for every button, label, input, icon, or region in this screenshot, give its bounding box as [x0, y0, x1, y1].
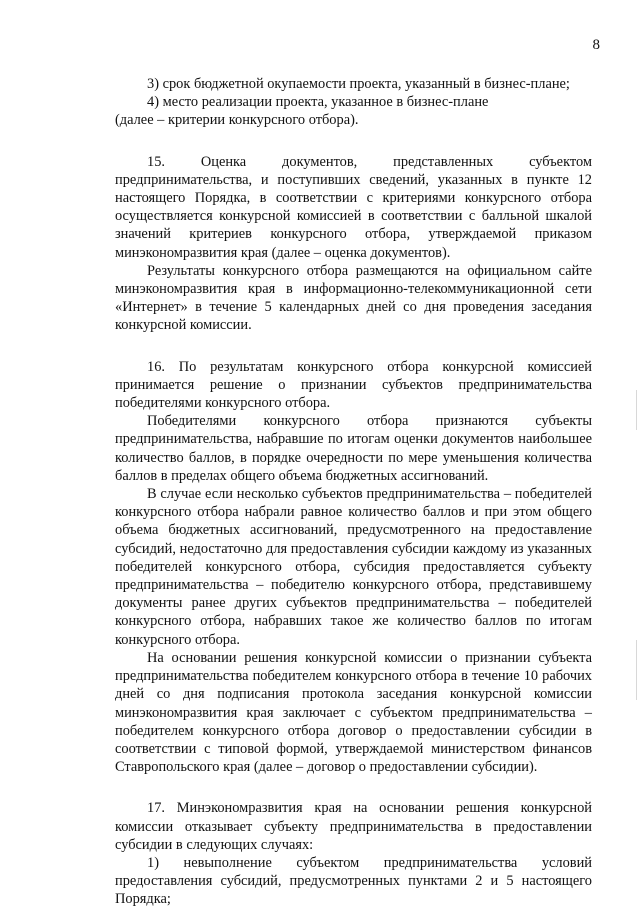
criteria-definition: (далее – критерии конкурсного отбора). — [115, 112, 359, 129]
refusal-reason-1: 1) невыполнение субъектом предпринимательства условий предоставления субсидий, предусмотренных пунктами 2 и 5 настоящего Порядка; — [115, 854, 592, 908]
clause-16: 16. По результатам конкурсного отбора конкурсной комиссией принимается решение о признании субъектов предпринимательства победителями конкурсного отбора. — [115, 358, 592, 412]
scan-edge-mark — [636, 390, 637, 430]
document-body — [115, 75, 592, 909]
criterion-item-3: 3) срок бюджетной окупаемости проекта, указанный в бизнес-плане; — [147, 76, 570, 92]
clause-16-agreement: На основании решения конкурсной комиссии о признании субъекта предпринимательства победителем конкурсного отбора в течение 10 рабочих дней со дня подписания протокола заседания конкурсной комиссии минэкономразвития края заключает с субъектом предпринимательства – победителем конкурсного отбора договор о предоставлении субсидии в соответствии с типовой формой, утверждаемой министерством финансов Ставропольского края (далее – договор о предоставлении субсидии). — [115, 649, 592, 776]
clause-17: 17. Минэкономразвития края на основании решения конкурсной комиссии отказывает субъекту предпринимательства в предоставлении субсидии в следующих случаях: — [115, 800, 592, 853]
clause-15: 15. Оценка документов, представленных субъектом предпринимательства, и поступивших сведений, указанных в пункте 12 настоящего Порядка, в соответствии с критериями конкурсного отбора осуществляется конкурсной комиссией в соответствии с балльной шкалой значений критериев конкурсного отбора, утверждаемой приказом минэкономразвития края (далее – оценка документов). — [115, 153, 592, 261]
clause-15-results: Результаты конкурсного отбора размещаются на официальном сайте минэкономразвития края в информационно-телекоммуникационной сети «Интернет» в течение 5 календарных дней со дня проведения заседания конкурсной комиссии. — [115, 262, 592, 334]
clause-16-winners: Победителями конкурсного отбора признаются субъекты предпринимательства, набравшие по итогам оценки документов наибольшее количество баллов, в порядке очередности по мере уменьшения количества баллов в пределах общего объема бюджетных ассигнований. — [115, 413, 592, 484]
scan-edge-mark — [636, 640, 637, 700]
criterion-item-4: 4) место реализации проекта, указанное в бизнес-плане — [147, 94, 489, 111]
clause-16-equal-scores: В случае если несколько субъектов предпринимательства – победителей конкурсного отбора набрали равное количество баллов и при этом общего объема бюджетных ассигнований, предусмотренного на предоставление субсидий, недостаточно для предоставления субсидии каждому из указанных победителей конкурсного отбора, субсидия предоставляется субъекту предпринимательства – победителю конкурсного отбора, представившему документы ранее других субъектов предпринимательства – победителей конкурсного отбора, набравших такое же количество баллов по итогам конкурсного отбора. — [115, 486, 592, 648]
paragraph-gap — [115, 335, 592, 358]
paragraph-gap — [115, 130, 592, 153]
paragraph-gap — [115, 776, 592, 799]
page-number: 8 — [592, 37, 600, 53]
